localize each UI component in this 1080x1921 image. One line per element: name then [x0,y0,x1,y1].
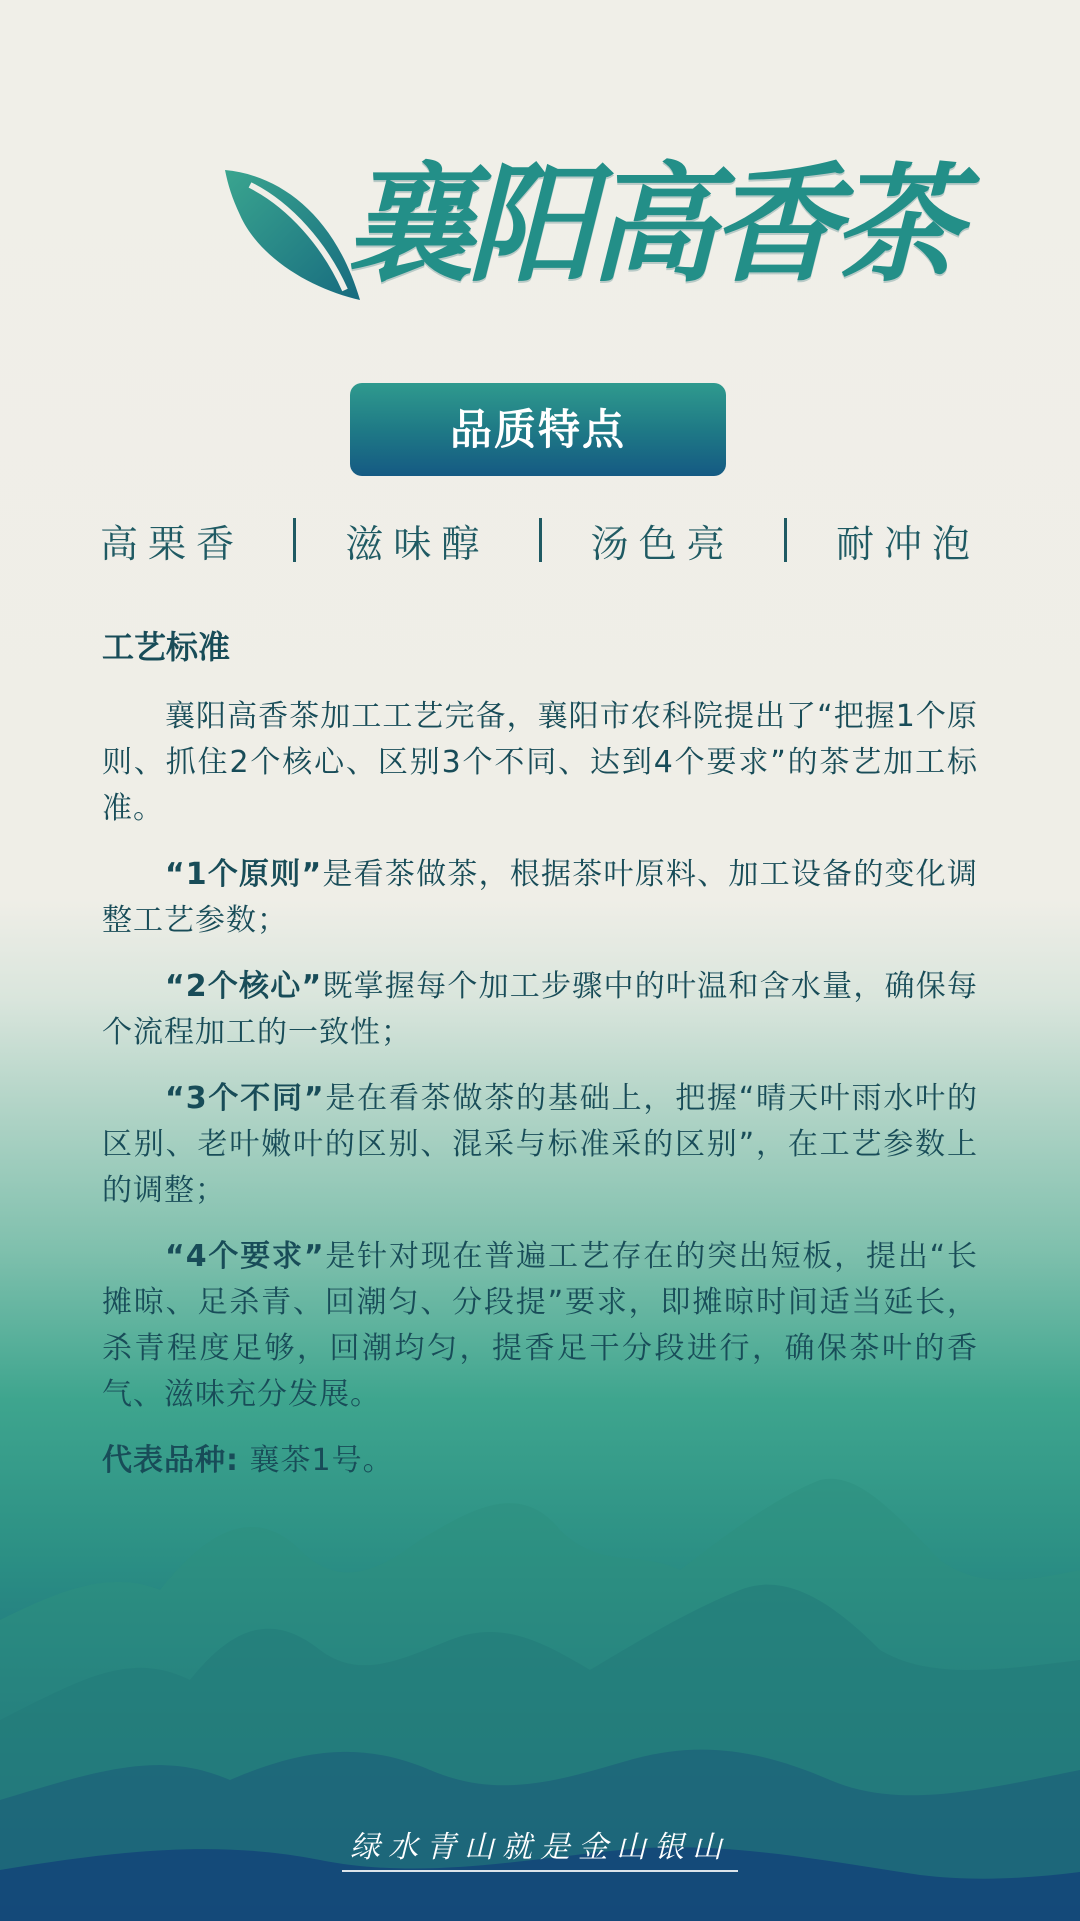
quality-badge: 品质特点 [350,383,726,476]
trait-item: 耐冲泡 [835,521,980,566]
standard-item [102,964,978,1056]
standard-item-lead: “1个原则” [165,857,323,892]
process-standard-section [102,622,978,1484]
trait-item: 高栗香 [100,521,245,566]
standard-item-lead: “4个要求” [165,1239,325,1274]
standard-item [102,1234,978,1418]
trait-item: 滋味醇 [345,521,490,566]
trait-separator [293,518,296,562]
trait-item: 汤色亮 [590,521,735,566]
variety-label: 代表品种: [102,1443,239,1478]
logo-title: 襄阳高香茶 [345,150,956,300]
standard-item [102,1076,978,1214]
trait-separator [784,518,787,562]
representative-variety [102,1438,978,1484]
standard-item-lead: “2个核心” [165,969,323,1004]
slogan: 绿水青山就是金山银山 [350,1830,730,1865]
standard-item [102,852,978,944]
section-heading: 工艺标准 [102,628,231,666]
intro-paragraph: 襄阳高香茶加工工艺完备，襄阳市农科院提出了“把握1个原则、抓住2个核心、区别3个不同、达到4个要求”的茶艺加工标准。 [102,699,978,826]
variety-value: 襄茶1号。 [249,1443,394,1478]
trait-separator [539,518,542,562]
standard-item-text: 既掌握每个加工步骤中的叶温和含水量，确保每个流程加工的一致性； [102,969,978,1050]
logo [220,130,956,320]
standard-item-text: 是在看茶做茶的基础上，把握“晴天叶雨水叶的区别、老叶嫩叶的区别、混采与标准采的区别”，在工艺参数上的调整； [102,1081,978,1208]
slogan-underline [342,1870,738,1872]
standard-item-text: 是看茶做茶，根据茶叶原料、加工设备的变化调整工艺参数； [102,857,978,938]
traits-row [100,510,980,570]
standard-item-lead: “3个不同” [165,1081,325,1116]
standard-item-text: 是针对现在普遍工艺存在的突出短板，提出“长摊晾、足杀青、回潮匀、分段提”要求，即摊晾时间适当延长，杀青程度足够，回潮均匀，提香足干分段进行，确保茶叶的香气、滋味充分发展。 [102,1239,978,1412]
